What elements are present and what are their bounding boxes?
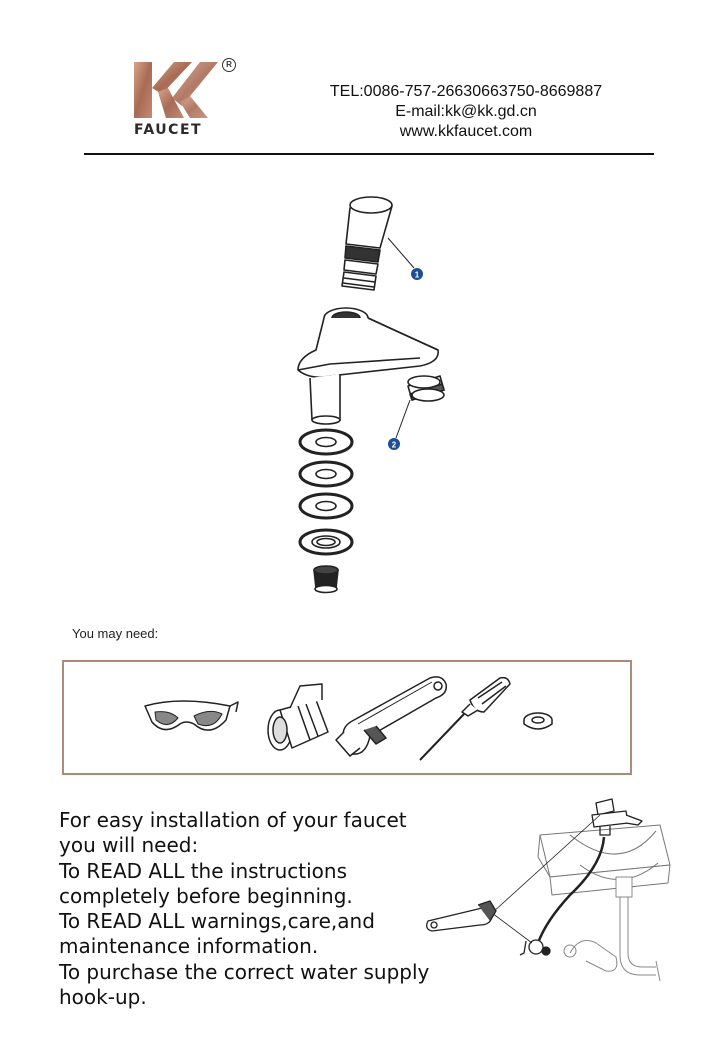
cartridge-part [342, 197, 392, 290]
installation-illustration [420, 785, 680, 995]
instruction-line: you will need: [59, 833, 199, 858]
wrench-icon [427, 901, 496, 931]
instruction-line: hook-up. [59, 985, 147, 1010]
washer-1 [300, 430, 352, 454]
washer-3 [300, 494, 352, 518]
mounting-nut [314, 566, 338, 593]
installation-instructions [59, 808, 459, 1010]
instruction-line: To purchase the correct water supply [59, 959, 430, 984]
tools-illustration [140, 672, 570, 767]
shutoff-valve [520, 940, 550, 955]
washer-2 [300, 462, 352, 486]
instruction-line: maintenance information. [59, 934, 319, 959]
instruction-line: completely before beginning. [59, 883, 353, 908]
contact-tel: TEL:0086-757-26630663750-8669887 [329, 83, 603, 100]
plumbers-tape-icon [524, 713, 552, 729]
aerator-part [408, 376, 444, 401]
flashlight-icon [268, 684, 328, 750]
callout-1-label: 1 [414, 270, 420, 280]
contact-website: www.kkfaucet.com [399, 123, 533, 140]
registered-mark: R [222, 58, 236, 72]
instruction-line: To READ ALL warnings,care,and [59, 909, 375, 934]
callout-2-label: 2 [391, 440, 397, 450]
instruction-line: For easy installation of your faucet [59, 808, 407, 832]
washer-4 [300, 530, 352, 554]
tools-needed-label: You may need: [72, 626, 159, 641]
header-divider [84, 153, 654, 155]
logo-wordmark: FAUCET [133, 122, 203, 138]
adjustable-wrench-icon [336, 677, 446, 756]
faucet-exploded-diagram [270, 190, 470, 600]
instruction-line: To READ ALL the instructions [59, 858, 348, 883]
faucet-body-part [298, 308, 438, 424]
contact-email: E-mail:kk@kk.gd.cn [395, 103, 537, 120]
safety-glasses-icon [145, 701, 238, 730]
